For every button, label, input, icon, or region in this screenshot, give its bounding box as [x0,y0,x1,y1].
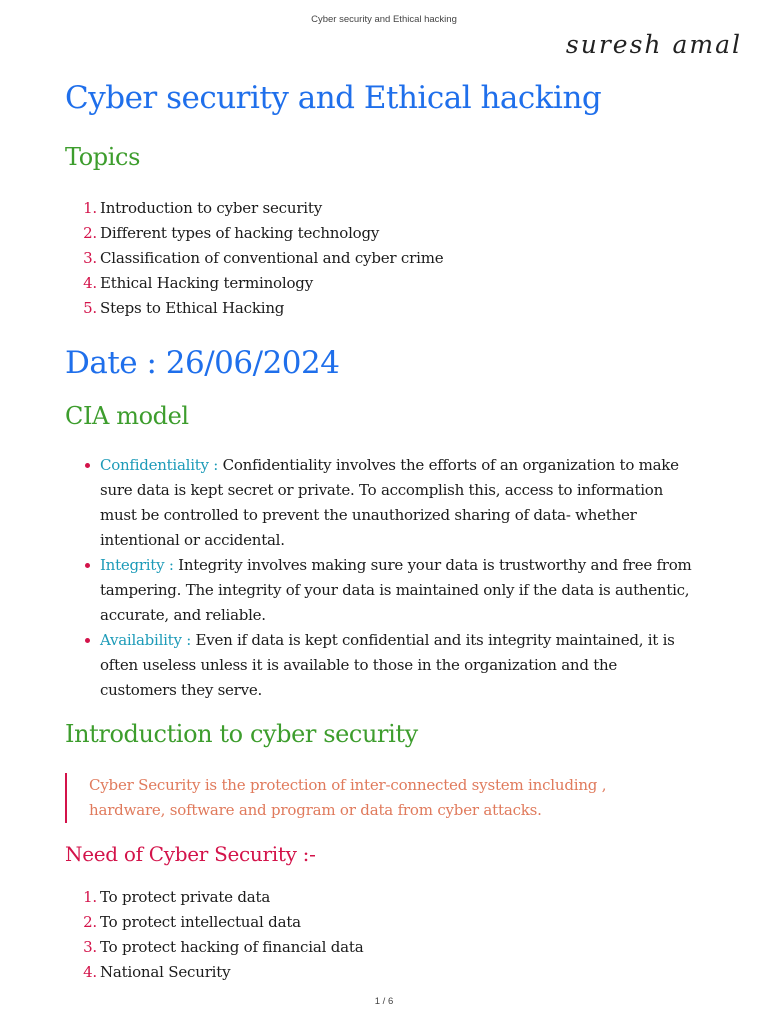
term-label: Integrity : [100,556,174,574]
list-item [65,960,705,985]
page-number: 1 / 6 [374,996,394,1007]
list-item [65,553,692,628]
list-item-text: National Security [100,963,231,981]
list-number: 4. [83,963,97,981]
list-item-text: Ethical Hacking terminology [100,274,313,292]
topics-heading: Topics [65,143,140,171]
list-number: 3. [83,938,97,956]
list-item [65,935,705,960]
definition-quote: Cyber Security is the protection of inter-connected system including , hardware, software and program or data from cyber attacks. [65,773,669,823]
document-body [65,76,705,985]
term-description: Even if data is kept confidential and its integrity maintained, it is often useless unless it is available to those in the organization and the customers they serve. [100,631,675,699]
list-number: 3. [83,249,97,267]
list-item [65,885,705,910]
list-number: 2. [83,224,97,242]
list-number: 1. [83,888,97,906]
list-number: 2. [83,913,97,931]
list-item-text: Classification of conventional and cyber crime [100,249,444,267]
list-item [65,910,705,935]
bullet-icon [85,563,90,568]
author-signature: suresh amal [565,30,742,59]
cia-model-heading: CIA model [65,402,189,430]
list-number: 4. [83,274,97,292]
term-label: Availability : [100,631,191,649]
list-item [65,296,705,321]
list-number: 1. [83,199,97,217]
need-heading: Need of Cyber Security :- [65,842,316,866]
list-item-text: Steps to Ethical Hacking [100,299,285,317]
date-heading: Date : 26/06/2024 [65,345,340,381]
list-item [65,246,705,271]
cia-list [65,453,705,703]
list-item [65,628,692,703]
intro-heading: Introduction to cyber security [65,720,418,748]
term-description: Integrity involves making sure your data is trustworthy and free from tampering. The integrity of your data is maintained only if the data is authentic, accurate, and reliable. [100,556,692,624]
document-title: Cyber security and Ethical hacking [65,80,602,116]
term-description: Confidentiality involves the efforts of an organization to make sure data is kept secret or private. To accomplish this, access to information must be controlled to prevent the unauthorized sharing of data- whether intentional or accidental. [100,456,679,549]
list-item-text: Different types of hacking technology [100,224,380,242]
need-list [65,885,705,985]
list-number: 5. [83,299,97,317]
list-item-text: Introduction to cyber security [100,199,322,217]
topics-list [65,196,705,321]
list-item [65,271,705,296]
running-header: Cyber security and Ethical hacking [311,14,457,25]
bullet-icon [85,638,90,643]
term-label: Confidentiality : [100,456,219,474]
list-item-text: To protect hacking of financial data [100,938,364,956]
list-item-text: To protect private data [100,888,271,906]
list-item [65,196,705,221]
bullet-icon [85,463,90,468]
list-item [65,453,692,553]
list-item [65,221,705,246]
list-item-text: To protect intellectual data [100,913,301,931]
